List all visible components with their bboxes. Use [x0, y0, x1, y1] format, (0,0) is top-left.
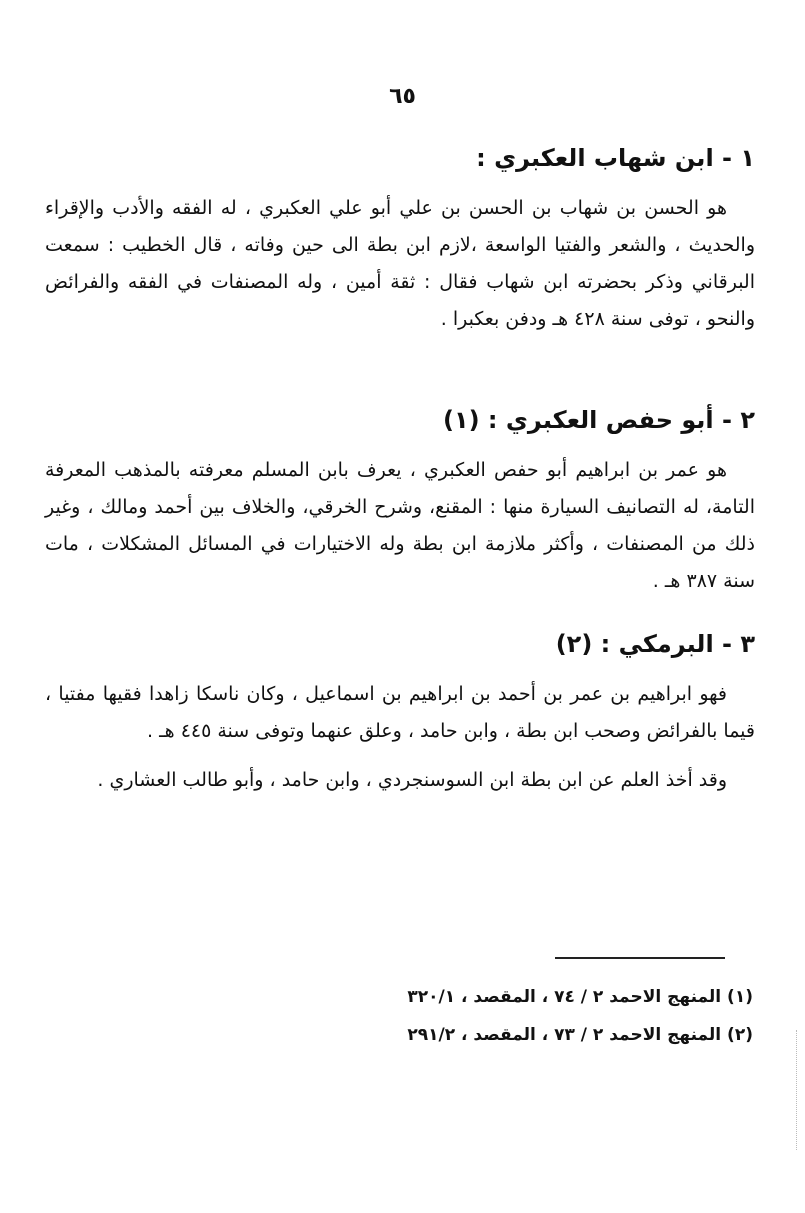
footnote: (٢) المنهج الاحمد ٢ / ٧٣ ، المقصد ، ٢٩١/٢	[407, 1025, 753, 1045]
entry-paragraph: وقد أخذ العلم عن ابن بطة ابن السوسنجردي ، وابن حامد ، وأبو طالب العشاري .	[97, 769, 727, 791]
page-number: ٦٥	[389, 84, 416, 109]
entry-ibn-shihab	[45, 142, 755, 338]
entry-abu-hafs	[45, 404, 755, 600]
scan-margin-artifact	[794, 1030, 797, 1150]
entry-paragraph: هو الحسن بن شهاب بن الحسن بن علي أبو علي العكبري ، له الفقه والأدب والإقراء والحديث ، والشعر والفتيا الواسعة ،لازم ابن بطة الى حين وفاته ، قال الخطيب : سمعت البرقاني وذكر بحضرته ابن شهاب فقال : ثقة أمين ، وله المصنفات في الفقه والفرائض والنحو ، توفى سنة ٤٢٨ هـ ودفن بعكبرا .	[45, 197, 755, 330]
entry-barmaki	[45, 628, 755, 799]
footnote: (١) المنهج الاحمد ٢ / ٧٤ ، المقصد ، ٣٢٠/١	[407, 987, 753, 1007]
entry-paragraph: فهو ابراهيم بن عمر بن أحمد بن ابراهيم بن اسماعيل ، وكان ناسكا زاهدا فقيها مفتيا ، قيما بالفرائض وصحب ابن بطة ، وابن حامد ، وعلق عنهما وتوفى سنة ٤٤٥ هـ .	[45, 683, 755, 742]
footnote-separator	[555, 957, 725, 959]
footnotes	[153, 978, 753, 1054]
entry-paragraph: هو عمر بن ابراهيم أبو حفص العكبري ، يعرف بابن المسلم معرفته بالمذهب المعرفة التامة، له التصانيف السيارة منها : المقنع، وشرح الخرقي، والخلاف بين أحمد ومالك ، وغير ذلك من المصنفات ، وأكثر ملازمة ابن بطة وله الاختيارات في المسائل المشكلات ، مات سنة ٣٨٧ هـ .	[45, 459, 755, 592]
entry-heading: ٣ - البرمكي : (٢)	[555, 630, 755, 658]
entry-heading: ١ - ابن شهاب العكبري :	[476, 144, 755, 172]
entry-heading: ٢ - أبو حفص العكبري : (١)	[442, 406, 755, 434]
